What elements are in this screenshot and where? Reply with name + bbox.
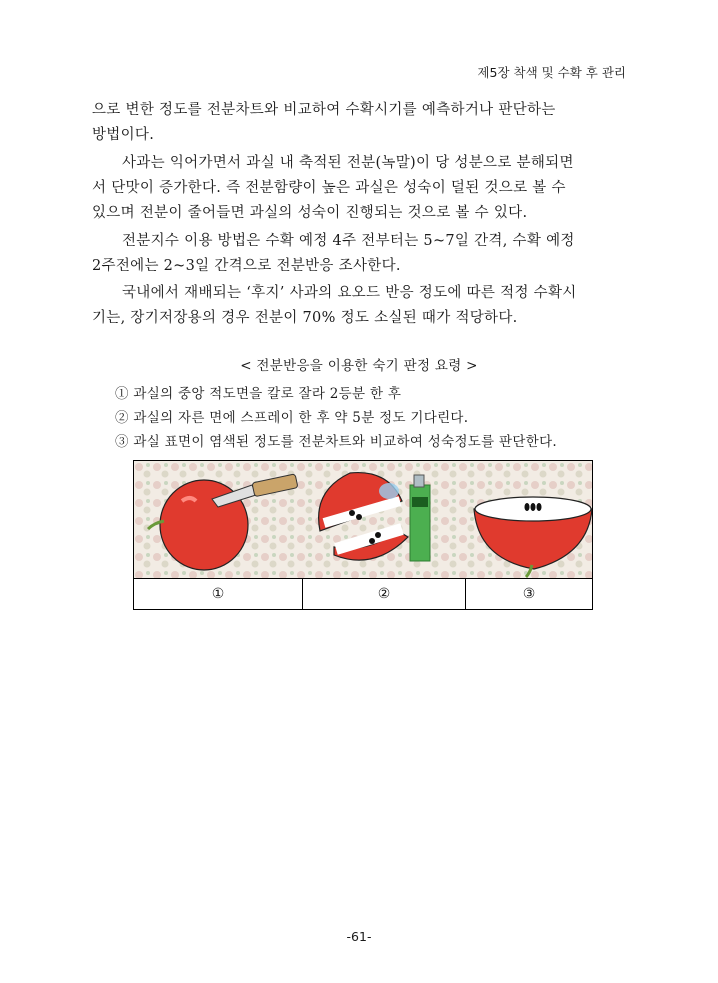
paragraph-line: 사과는 익어가면서 과실 내 축적된 전분(녹말)이 당 성분으로 분해되면 (122, 155, 574, 171)
page-number: -61- (346, 929, 372, 944)
figure-labels-row (134, 579, 592, 609)
figure-label: ② (303, 579, 466, 609)
paragraph-line: 있으며 전분이 줄어들면 과실의 성숙이 진행되는 것으로 볼 수 있다. (92, 205, 528, 221)
procedure-step: ② 과실의 자른 면에 스프레이 한 후 약 5분 정도 기다린다. (115, 410, 469, 426)
paragraph-line: 서 단맛이 증가한다. 즉 전분함량이 높은 과실은 성숙이 덜된 것으로 볼 수 (92, 180, 566, 196)
procedure-step: ③ 과실 표면이 염색된 정도를 전분차트와 비교하여 성숙정도를 판단한다. (115, 434, 558, 450)
figure-label: ① (134, 579, 303, 609)
paragraph-line: 방법이다. (92, 127, 155, 143)
procedure-title: < 전분반응을 이용한 숙기 판정 요령 > (240, 358, 478, 374)
paragraph-line: 기는, 장기저장용의 경우 전분이 70% 정도 소실된 때가 적당하다. (92, 310, 518, 326)
page-header: 제5장 착색 및 수확 후 관리 (477, 65, 626, 80)
paragraph-line: 으로 변한 정도를 전분차트와 비교하여 수확시기를 예측하거나 판단하는 (92, 102, 556, 118)
spray-bottle-icon (410, 475, 430, 561)
figure-table (133, 460, 593, 610)
figure-illustration (134, 461, 592, 579)
apple-illustration (134, 461, 592, 578)
paragraph-line: 국내에서 재배되는 ‘후지’ 사과의 요오드 반응 정도에 따른 적정 수확시 (122, 285, 577, 301)
figure-label: ③ (522, 586, 536, 602)
paragraph-line: 전분지수 이용 방법은 수확 예정 4주 전부터는 5~7일 간격, 수확 예정 (122, 233, 575, 249)
procedure-step: ① 과실의 중앙 적도면을 칼로 잘라 2등분 한 후 (115, 386, 402, 402)
paragraph-line: 2주전에는 2~3일 간격으로 전분반응 조사한다. (92, 258, 401, 274)
